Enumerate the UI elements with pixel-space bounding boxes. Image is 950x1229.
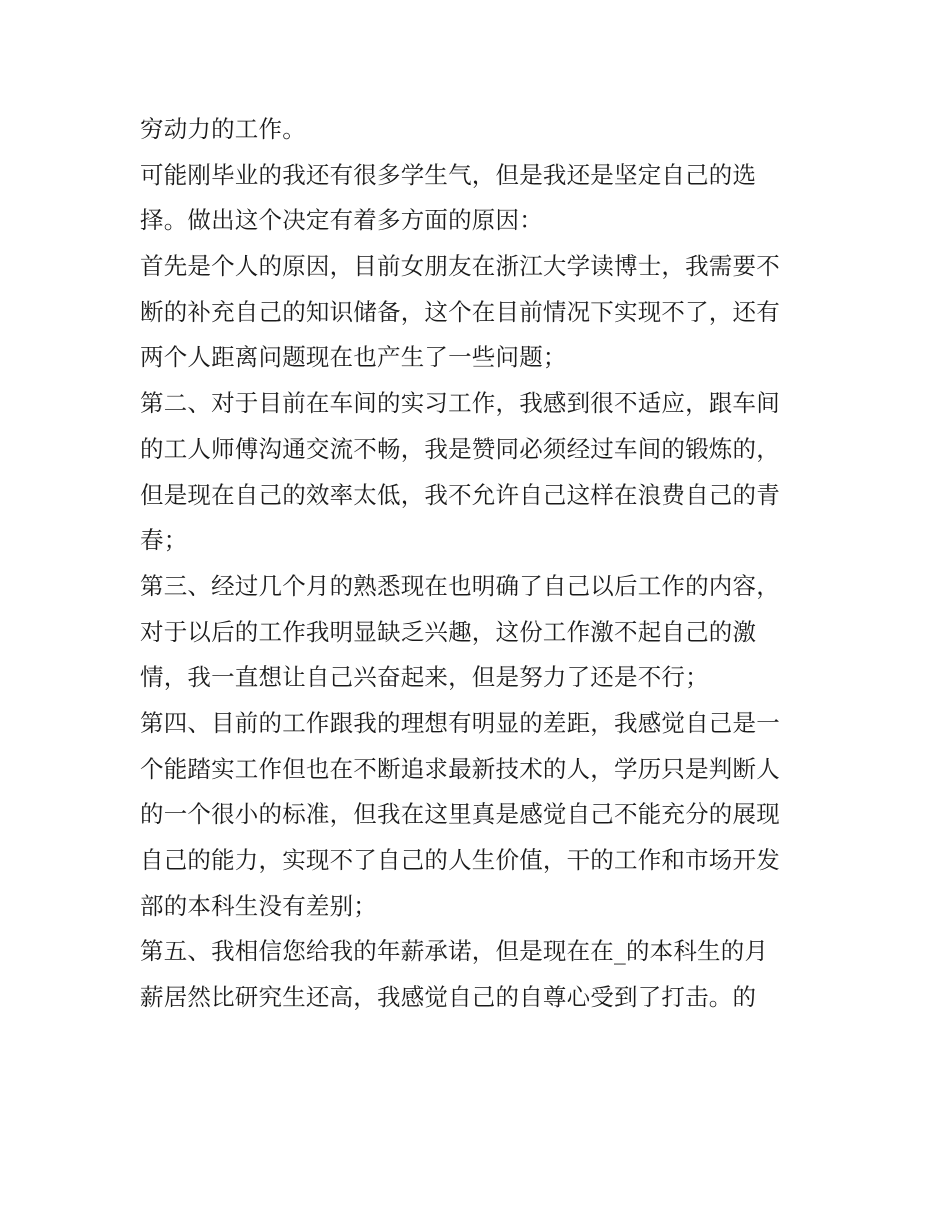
text-line: 第四、目前的工作跟我的理想有明显的差距，我感觉自己是一 [140, 708, 780, 737]
text-line: 第五、我相信您给我的年薪承诺，但是现在在_的本科生的月 [140, 937, 769, 966]
text-line: 第三、经过几个月的熟悉现在也明确了自己以后工作的内容， [140, 571, 780, 600]
text-line: 部的本科生没有差别； [140, 891, 377, 920]
text-line: 首先是个人的原因，目前女朋友在浙江大学读博士，我需要不 [140, 252, 780, 281]
text-line: 的工人师傅沟通交流不畅，我是赞同必须经过车间的锻炼的， [140, 434, 780, 463]
text-line: 对于以后的工作我明显缺乏兴趣，这份工作激不起自己的激 [140, 617, 757, 646]
document-body [140, 107, 820, 1021]
text-line: 薪居然比研究生还高，我感觉自己的自尊心受到了打击。的 [140, 983, 757, 1012]
text-line: 断的补充自己的知识储备，这个在目前情况下实现不了，还有 [140, 297, 780, 326]
text-line: 两个人距离问题现在也产生了一些问题； [140, 343, 567, 372]
text-line: 穷动力的工作。 [140, 115, 306, 143]
text-line: 第二、对于目前在车间的实习工作，我感到很不适应，跟车间 [140, 389, 780, 418]
text-line: 择。做出这个决定有着多方面的原因： [140, 206, 543, 235]
text-line: 情，我一直想让自己兴奋起来，但是努力了还是不行； [140, 663, 709, 692]
text-line: 的一个很小的标准，但我在这里真是感觉自己不能充分的展现 [140, 800, 780, 829]
text-line: 自己的能力，实现不了自己的人生价值，干的工作和市场开发 [140, 846, 780, 874]
text-line: 春； [140, 526, 188, 555]
text-line: 个能踏实工作但也在不断追求最新技术的人，学历只是判断人 [140, 754, 780, 783]
text-line: 可能刚毕业的我还有很多学生气，但是我还是坚定自己的选 [140, 160, 757, 189]
text-line: 但是现在自己的效率太低，我不允许自己这样在浪费自己的青 [140, 480, 780, 509]
